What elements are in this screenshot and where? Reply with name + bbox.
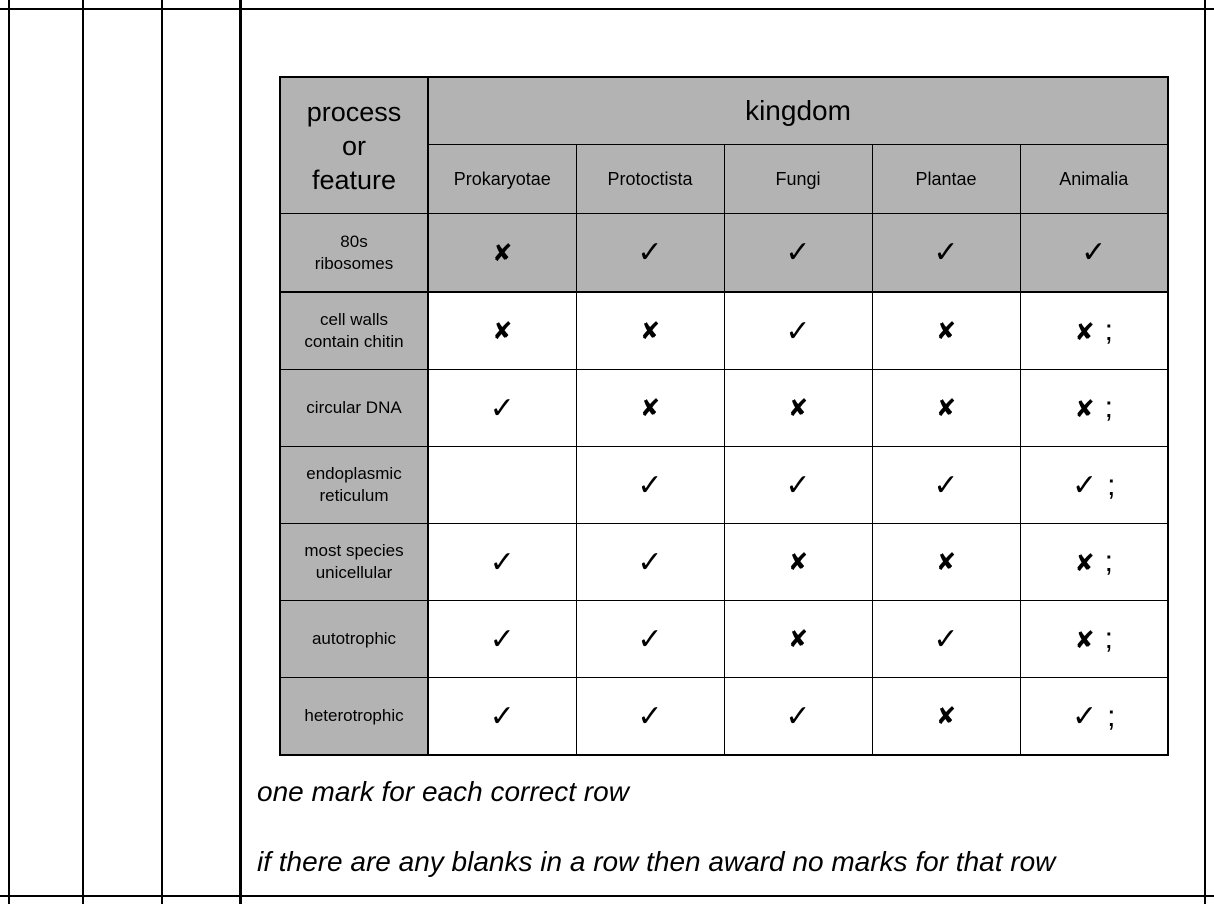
mark-point-semicolon: ; [1104,391,1113,424]
cross-icon: ✘ [1074,549,1095,577]
column-divider-1 [82,0,84,904]
cross-icon: ✘ [639,317,661,345]
row-label [280,601,428,678]
row-label [280,447,428,524]
cross-icon: ✘ [935,702,957,730]
table-row [280,447,1168,524]
mark-point-semicolon: ; [1104,545,1113,578]
column-header-protoctista: Protoctista [576,145,724,214]
cross-icon: ✘ [787,548,809,576]
table-row [280,601,1168,678]
mark-cell [724,678,872,756]
table-row [280,678,1168,756]
cross-icon: ✘ [492,317,513,345]
row-label-line: ribosomes [314,253,394,273]
tick-icon: ✓ [489,621,515,657]
tick-icon: ✓ [785,313,811,349]
mark-cell [724,447,872,524]
cross-icon: ✘ [935,548,957,576]
cross-icon: ✘ [1074,626,1095,654]
column-header-fungi: Fungi [724,145,872,214]
mark-cell [428,447,576,524]
note-blanks-no-marks: if there are any blanks in a row then award no marks for that row [257,846,1056,877]
mark-point-semicolon: ; [1107,468,1116,502]
mark-cell [724,524,872,601]
tick-icon: ✓ [933,467,959,503]
mark-cell [576,524,724,601]
cross-icon: ✘ [787,394,809,422]
mark-cell [428,214,576,293]
tick-icon: ✓ [489,390,515,426]
mark-point-semicolon: ; [1107,699,1116,733]
page-border-right [1204,0,1206,904]
kingdom-feature-table [279,76,1169,756]
tick-icon: ✓ [637,698,663,734]
mark-cell [872,447,1020,524]
table-row [280,292,1168,370]
row-label-line: reticulum [319,486,389,505]
mark-cell [428,601,576,678]
row-label-line: cell walls [319,310,389,329]
tick-icon: ✓ [785,235,811,270]
cross-icon: ✘ [639,394,661,422]
mark-cell [872,524,1020,601]
mark-cell [872,601,1020,678]
process-or-feature-header [280,77,428,214]
tick-icon: ✓ [637,467,663,503]
cross-icon: ✘ [1074,395,1095,423]
mark-cell [1020,292,1168,370]
row-label [280,524,428,601]
mark-cell [872,292,1020,370]
mark-cell [576,370,724,447]
mark-cell [1020,678,1168,756]
tick-icon: ✓ [637,235,663,270]
mark-cell [428,370,576,447]
mark-cell [872,370,1020,447]
page-border-left [8,0,10,904]
mark-cell [1020,214,1168,293]
tick-icon: ✓ [933,621,959,657]
mark-point-semicolon: ; [1104,314,1113,347]
row-label-line: contain chitin [304,332,404,351]
tick-icon: ✓ [933,235,959,270]
tick-icon: ✓ [785,467,811,503]
kingdom-header: kingdom [428,77,1168,145]
mark-point-semicolon: ; [1104,622,1113,655]
row-label-line: heterotrophic [304,706,404,725]
mark-cell [576,678,724,756]
table-row [280,214,1168,293]
tick-icon: ✓ [785,698,811,734]
row-label [280,214,428,293]
mark-cell [576,447,724,524]
tick-icon: ✓ [637,621,663,657]
mark-cell [1020,370,1168,447]
mark-cell [428,292,576,370]
cross-icon: ✘ [1074,318,1095,346]
column-divider-3 [239,0,242,904]
mark-cell [1020,524,1168,601]
header-line: feature [311,164,397,195]
column-header-prokaryotae: Prokaryotae [428,145,576,214]
mark-cell [428,678,576,756]
table-row [280,370,1168,447]
mark-cell [872,678,1020,756]
mark-cell [428,524,576,601]
tick-icon: ✓ [637,544,663,580]
table-row [280,524,1168,601]
mark-cell [1020,601,1168,678]
row-divider-bottom [0,895,1214,897]
mark-cell [724,292,872,370]
cross-icon: ✘ [935,317,957,345]
mark-cell [724,370,872,447]
row-label-line: unicellular [315,563,393,582]
cross-icon: ✘ [935,394,957,422]
row-label-line: endoplasmic [306,464,402,483]
row-label-line: circular DNA [306,398,402,417]
row-label [280,678,428,756]
header-line: process [306,96,402,127]
mark-cell [576,601,724,678]
row-label [280,370,428,447]
column-header-animalia: Animalia [1020,145,1168,214]
mark-cell [1020,447,1168,524]
row-label [280,292,428,370]
cross-icon: ✘ [787,625,809,653]
column-header-plantae: Plantae [872,145,1020,214]
header-line: or [341,130,366,161]
mark-cell [872,214,1020,293]
row-label-line: autotrophic [311,629,397,648]
tick-icon: ✓ [489,698,515,734]
mark-cell [724,214,872,293]
column-divider-2 [161,0,163,904]
tick-icon: ✓ [1072,698,1098,734]
mark-cell [724,601,872,678]
row-divider-top [0,8,1214,10]
cross-icon: ✘ [492,238,513,267]
tick-icon: ✓ [489,544,515,580]
mark-cell [576,292,724,370]
mark-cell [576,214,724,293]
note-one-mark-per-row: one mark for each correct row [257,776,629,807]
row-label-line: 80s [340,231,368,251]
tick-icon: ✓ [1081,235,1107,270]
tick-icon: ✓ [1072,467,1098,503]
row-label-line: most species [304,541,404,560]
